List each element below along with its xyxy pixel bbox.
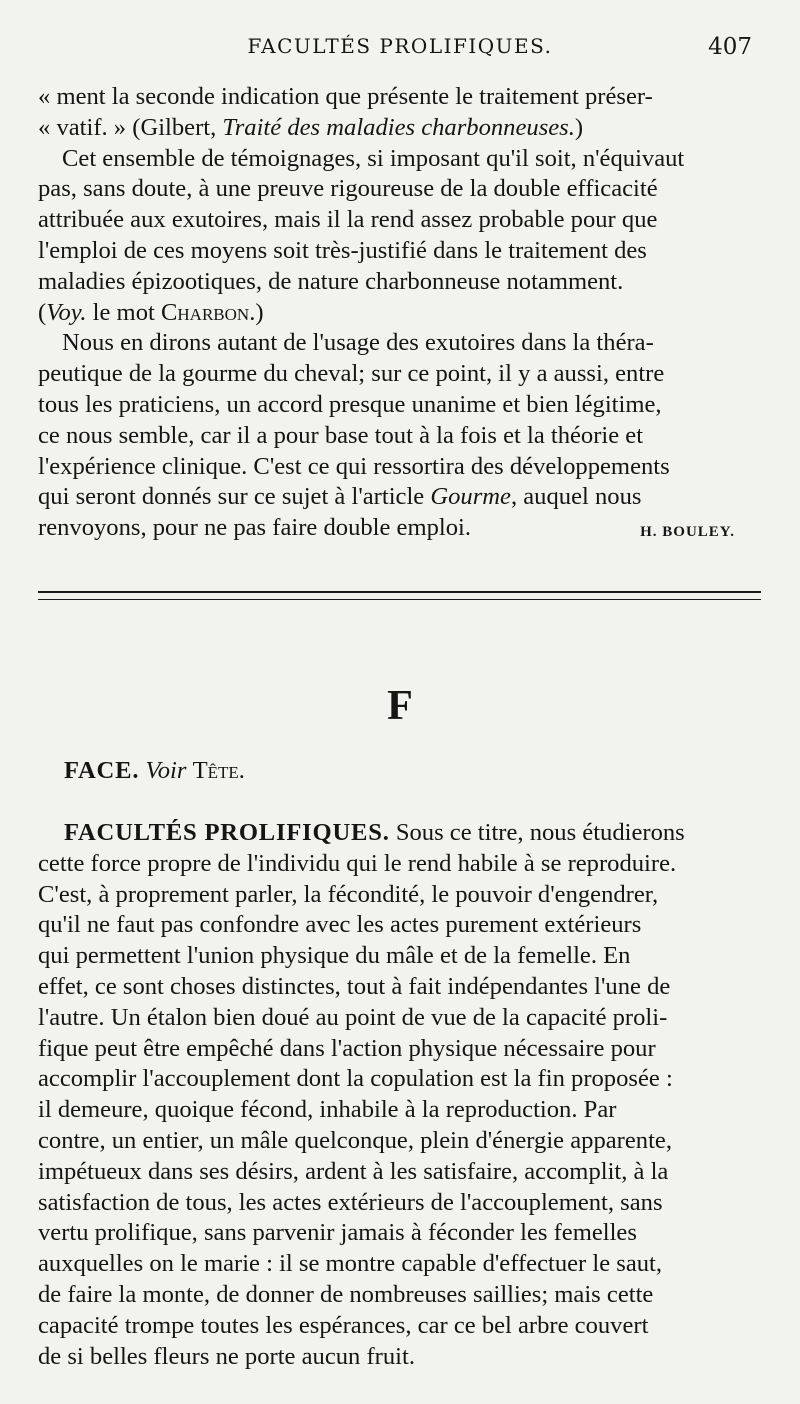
text-line: fique peut être empêché dans l'action physique nécessaire pour: [38, 1034, 656, 1062]
see-label: Voir: [145, 757, 187, 784]
top-text-block: [38, 82, 761, 548]
running-title: FACULTÉS PROLIFIQUES.: [247, 34, 553, 58]
text-line: Nous en dirons autant de l'usage des exutoires dans la théra-: [62, 329, 654, 357]
section-divider: [38, 591, 761, 600]
text-line: de faire la monte, de donner de nombreuses saillies; mais cette: [38, 1280, 654, 1308]
text-line: auxquelles on le marie : il se montre capable d'effectuer le saut,: [38, 1250, 663, 1278]
text-line: renvoyons, pour ne pas faire double emploi. H. BOULEY.: [38, 513, 761, 544]
quote-source-title: Traité des maladies charbonneuses.: [222, 113, 575, 141]
quote-line: « ment la seconde indication que présente le traitement préser-: [38, 83, 653, 110]
text-line: Cet ensemble de témoignages, si imposant qu'il soit, n'équivaut: [62, 144, 685, 172]
text-line: pas, sans doute, à une preuve rigoureuse de la double efficacité: [38, 175, 658, 203]
text-line: capacité trompe toutes les espérances, car ce bel arbre couvert: [38, 1311, 649, 1339]
headword: FACE.: [64, 757, 140, 784]
running-head: [40, 34, 760, 68]
text-line: satisfaction de tous, les actes extérieurs de l'accouplement, sans: [38, 1188, 663, 1216]
text-line: FACULTÉS PROLIFIQUES. Sous ce titre, nous étudierons: [64, 819, 685, 846]
author-signature: H. BOULEY.: [640, 524, 735, 541]
paragraph-gourme: [38, 328, 761, 544]
text-line: contre, un entier, un mâle quelconque, plein d'énergie apparente,: [38, 1126, 672, 1154]
headword: FACULTÉS PROLIFIQUES.: [64, 819, 390, 846]
article-reference: Gourme: [430, 483, 511, 511]
text-line: ce nous semble, car il a pour base tout à la fois et la théorie et: [38, 421, 644, 449]
text-line: peutique de la gourme du cheval; sur ce point, il y a aussi, entre: [38, 360, 665, 388]
quotation: [38, 82, 761, 144]
text-line: l'autre. Un étalon bien doué au point de vue de la capacité proli-: [38, 1003, 668, 1031]
text-line: l'expérience clinique. C'est ce qui ressortira des développements: [38, 452, 670, 480]
entry-face: [64, 757, 245, 785]
text-line: impétueux dans ses désirs, ardent à les satisfaire, accomplit, à la: [38, 1157, 669, 1185]
text-line: de si belles fleurs ne porte aucun fruit.: [38, 1342, 415, 1370]
text-line: accomplir l'accouplement dont la copulation est la fin proposée :: [38, 1065, 673, 1093]
text-line: cette force propre de l'individu qui le rend habile à se reproduire.: [38, 849, 677, 877]
entry-facultes-prolifiques: [38, 818, 761, 1372]
cross-reference: Tête.: [192, 757, 245, 784]
page-number: 407: [708, 34, 752, 60]
text-line: qui permettent l'union physique du mâle et de la femelle. En: [38, 942, 631, 970]
paragraph-temoignages: [38, 144, 761, 329]
text-line: C'est, à proprement parler, la fécondité, le pouvoir d'engendrer,: [38, 880, 659, 908]
text-line: l'emploi de ces moyens soit très-justifié dans le traitement des: [38, 236, 647, 264]
text-line: (Voy. le mot Charbon.): [38, 298, 264, 326]
section-letter: F: [387, 683, 413, 729]
quote-line: « vatif. » (Gilbert, Traité des maladies charbonneuses.): [38, 113, 584, 141]
text-line: attribuée aux exutoires, mais il la rend assez probable pour que: [38, 206, 658, 234]
text-line: il demeure, quoique fécond, inhabile à la reproduction. Par: [38, 1096, 617, 1124]
text-line: vertu prolifique, sans parvenir jamais à féconder les femelles: [38, 1219, 637, 1247]
text-line: qu'il ne faut pas confondre avec les actes purement extérieurs: [38, 911, 642, 939]
text-line: maladies épizootiques, de nature charbonneuse notamment.: [38, 267, 624, 295]
text-line: qui seront donnés sur ce sujet à l'article Gourme, auquel nous: [38, 483, 642, 511]
text-line: effet, ce sont choses distinctes, tout à fait indépendantes l'une de: [38, 972, 671, 1000]
text-line: tous les praticiens, un accord presque unanime et bien légitime,: [38, 390, 662, 418]
cross-reference: Charbon: [160, 298, 250, 326]
